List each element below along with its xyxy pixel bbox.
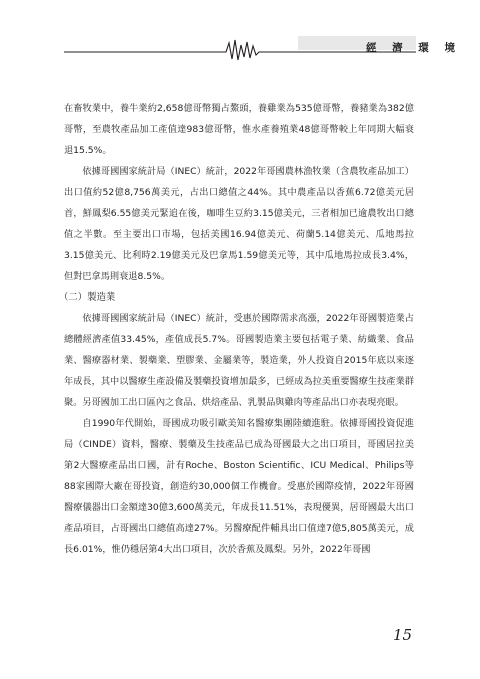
- page-body: [59, 98, 414, 560]
- page-header: [64, 36, 461, 62]
- header-title: 經 濟 環 境: [366, 42, 461, 54]
- page-number: 15: [393, 626, 413, 644]
- paragraph-livestock: 在畜牧業中，養牛業約2,658億哥幣獨占鰲頭，養雞業為535億哥幣，養豬業為382億哥幣，至農牧產品加工產值達983億哥幣，惟水產養殖業48億哥幣較上年同期大幅衰退15.5%。: [64, 103, 414, 156]
- heartbeat-line-icon: [64, 36, 416, 62]
- paragraph-manufacturing: 依據哥國國家統計局（INEC）統計，受惠於國際需求高漲，2022年哥國製造業占總體經濟產值33.45%，產值成長5.7%。哥國製造業主要包括電子業、紡織業、食品業、醫療器材業、製藥業、塑膠業、金屬業等，製造業，外人投資自2015年底以來逐年成長，其中以醫療生產設備及製藥投資增加最多，已經成為拉美重要醫療生技產業群聚。另哥國加工出口區內之食品、烘焙產品、乳製品與雞肉等產品出口亦表現亮眼。: [64, 313, 414, 408]
- paragraph-medical-industry: 自1990年代開始，哥國成功吸引歐美知名醫療集團陸續進駐。依據哥國投資促進局（CINDE）資料，醫療、製藥及生技產品已成為哥國最大之出口項目，哥國居拉美第2大醫療產品出口國，計有Roche、Boston Scientific、ICU Medical、Philips等88家國際大廠在哥投資，創造約30,000個工作機會。受惠於國際疫情，2022年哥國醫療儀器出口金額達30億3,600萬美元，年成長11.51%，表現優異，居哥國最大出口產品項目，占哥國出口總值高達27%。另醫療配件輔具出口值達7億5,805萬美元，成長6.01%，惟仍穩居第4大出口項目，次於香蕉及鳳梨。另外，2022年哥國: [64, 418, 414, 555]
- section-heading-manufacturing: （二）製造業: [59, 292, 116, 303]
- paragraph-agri-exports: 依據哥國國家統計局（INEC）統計，2022年哥國農林漁牧業（含農牧產品加工）出口值約52億8,756萬美元，占出口總值之44%。其中農產品以香蕉6.72億美元居首，鮮鳳梨6.55億美元緊追在後，咖啡生豆約3.15億美元，三者相加已逾農牧出口總值之半數。至主要出口市場，包括美國16.94億美元、荷蘭5.14億美元、瓜地馬拉3.15億美元、比利時2.19億美元及巴拿馬1.59億美元等，其中瓜地馬拉成長3.4%，但對巴拿馬則衰退8.5%。: [64, 166, 414, 282]
